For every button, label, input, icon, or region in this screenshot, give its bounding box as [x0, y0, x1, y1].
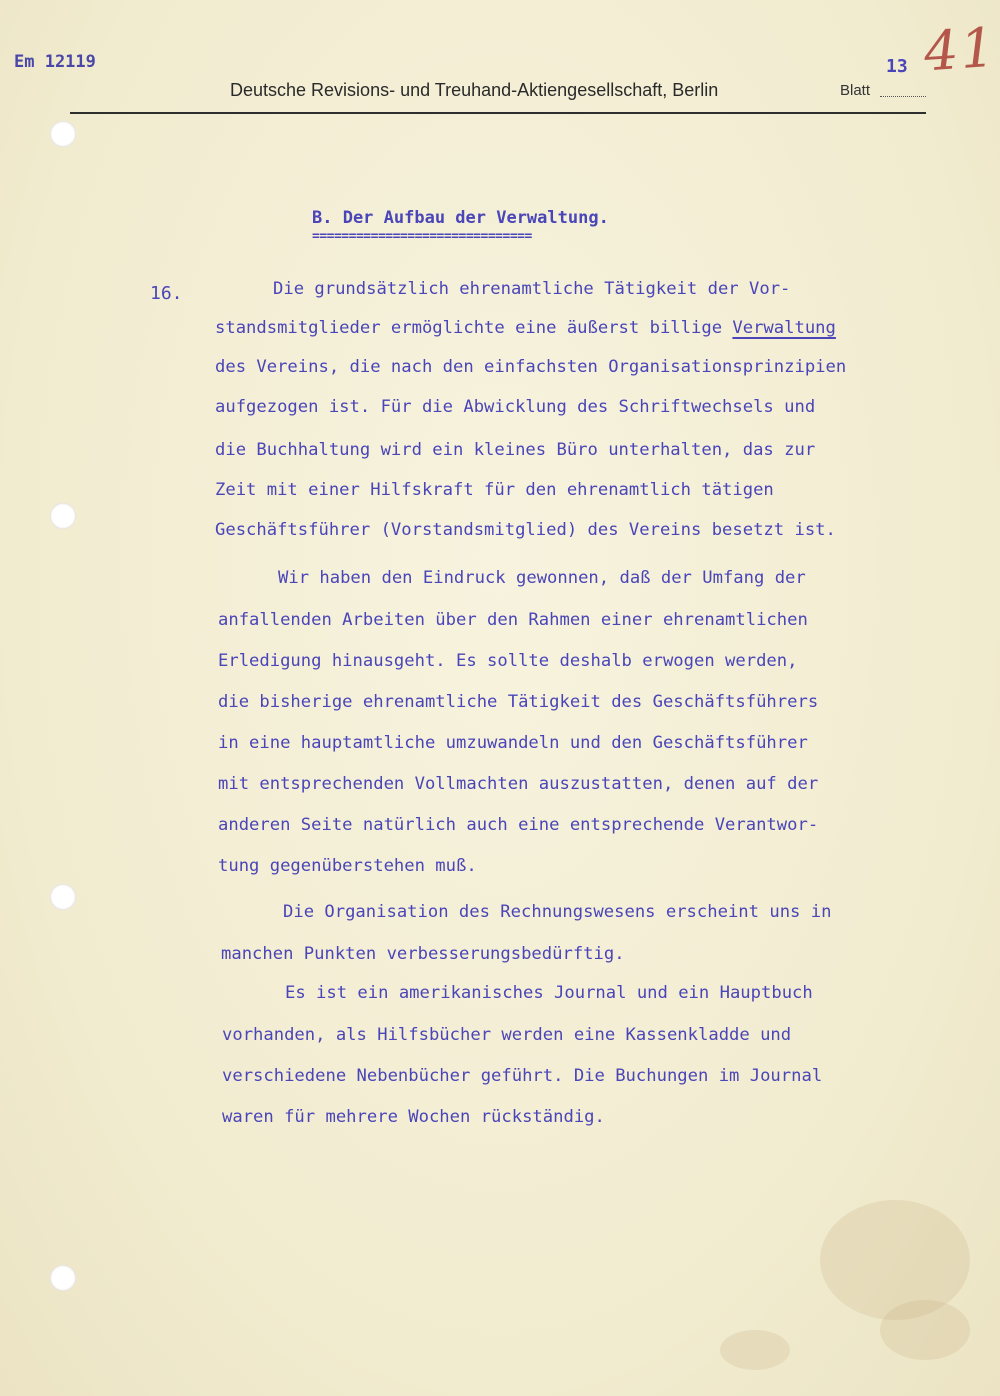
- text-line: vorhanden, als Hilfsbücher werden eine Kassenkladde und: [222, 1025, 792, 1045]
- text-line: waren für mehrere Wochen rückständig.: [222, 1107, 605, 1127]
- section-heading: B. Der Aufbau der Verwaltung.: [312, 208, 609, 228]
- document-reference: Em 12119: [14, 52, 96, 72]
- text-line: die bisherige ehrenamtliche Tätigkeit des Geschäftsführers: [218, 692, 819, 712]
- text-line: mit entsprechenden Vollmachten auszustatten, denen auf der: [218, 774, 819, 794]
- text-line: anderen Seite natürlich auch eine entsprechende Verantwor-: [218, 815, 819, 835]
- text-line: verschiedene Nebenbücher geführt. Die Buchungen im Journal: [222, 1066, 823, 1086]
- paragraph-number: 16.: [150, 283, 183, 304]
- paper-stain: [720, 1330, 790, 1370]
- blatt-dotted-line: [880, 82, 926, 97]
- text-line: des Vereins, die nach den einfachsten Organisationsprinzipien: [215, 357, 847, 377]
- text-line: Wir haben den Eindruck gewonnen, daß der Umfang der: [278, 568, 806, 588]
- text-line: tung gegenüberstehen muß.: [218, 856, 477, 876]
- punch-hole: [50, 1265, 76, 1291]
- paper-stain: [880, 1300, 970, 1360]
- handwritten-page-number: 41: [921, 15, 999, 84]
- text-line: Geschäftsführer (Vorstandsmitglied) des Vereins besetzt ist.: [215, 520, 836, 540]
- text-line: anfallenden Arbeiten über den Rahmen einer ehrenamtlichen: [218, 610, 808, 630]
- text-line: [215, 318, 836, 338]
- text-line: Die Organisation des Rechnungswesens erscheint uns in: [283, 902, 832, 922]
- text-line: Erledigung hinausgeht. Es sollte deshalb erwogen werden,: [218, 651, 798, 671]
- text-line-segment: standsmitglieder ermöglichte eine äußerst billige: [215, 318, 733, 338]
- punch-hole: [50, 884, 76, 910]
- text-line: in eine hauptamtliche umzuwandeln und den Geschäftsführer: [218, 733, 808, 753]
- blatt-label: Blatt: [840, 82, 871, 99]
- text-line: manchen Punkten verbesserungsbedürftig.: [221, 944, 625, 964]
- letterhead-rule: [70, 112, 926, 114]
- punch-hole: [50, 503, 76, 529]
- text-line: die Buchhaltung wird ein kleines Büro unterhalten, das zur: [215, 440, 816, 460]
- letterhead: Deutsche Revisions- und Treuhand-Aktiengesellschaft, Berlin: [230, 80, 719, 100]
- punch-hole: [50, 121, 76, 147]
- text-line: Die grundsätzlich ehrenamtliche Tätigkeit der Vor-: [273, 279, 791, 299]
- typed-page-number: 13: [886, 56, 908, 77]
- section-heading-underline: ==============================: [312, 229, 532, 244]
- text-line: aufgezogen ist. Für die Abwicklung des Schriftwechsels und: [215, 397, 816, 417]
- text-line: Zeit mit einer Hilfskraft für den ehrenamtlich tätigen: [215, 480, 774, 500]
- underlined-word: Verwaltung: [732, 318, 836, 338]
- text-line: Es ist ein amerikanisches Journal und ein Hauptbuch: [285, 983, 813, 1003]
- paper-stain: [820, 1200, 970, 1320]
